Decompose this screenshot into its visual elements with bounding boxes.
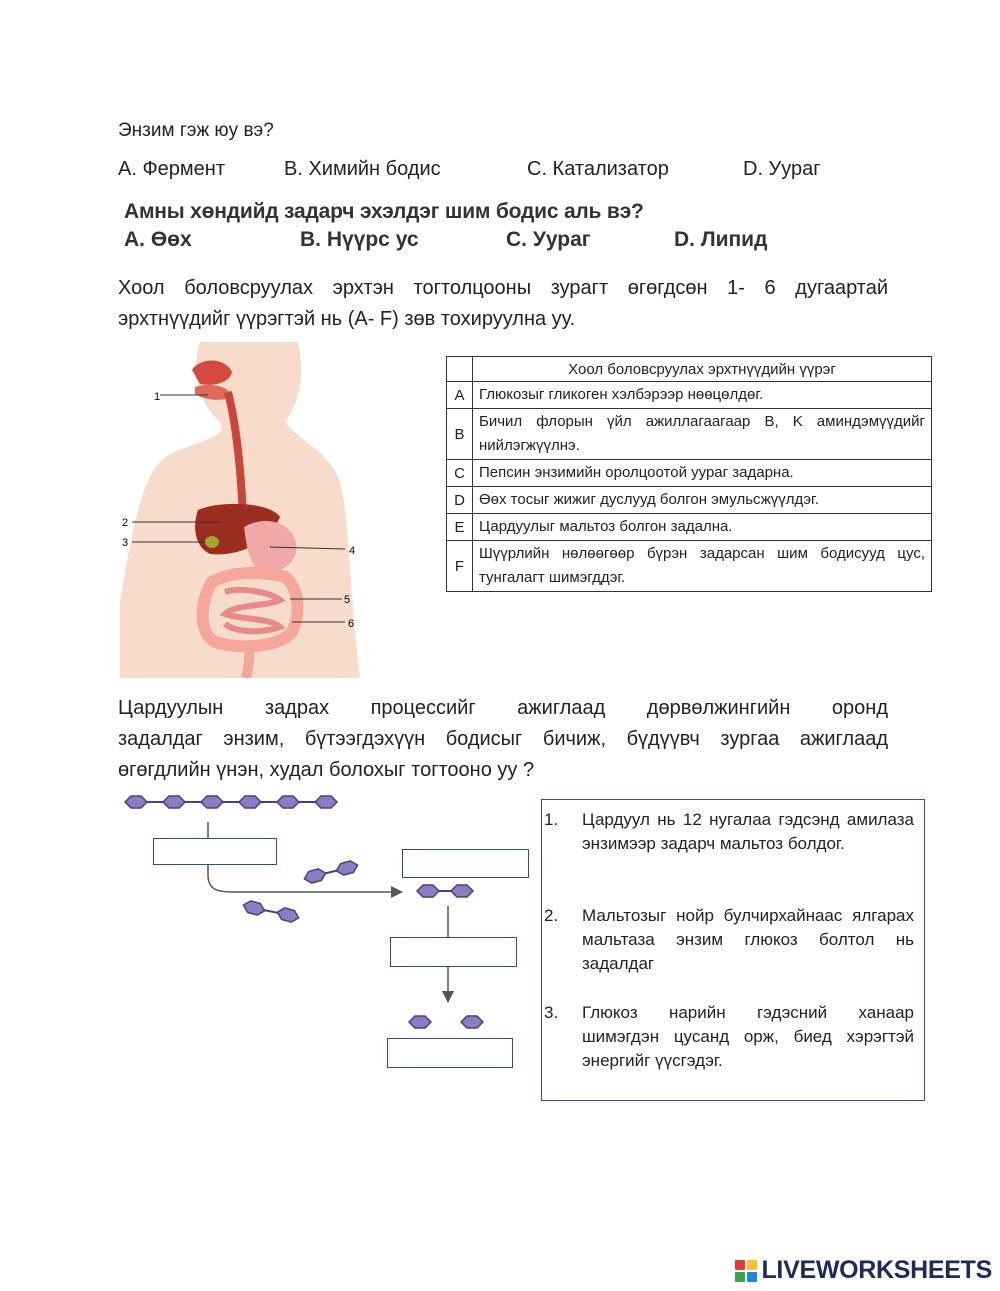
table-header: Хоол боловсруулах эрхтнүүдийн үүрэг xyxy=(473,357,932,382)
glucose-product xyxy=(409,1016,483,1028)
row-letter: F xyxy=(447,541,473,592)
starch-instruction-line-3: өгөгдлийн үнэн, худал болохыг тогтооно уу ? xyxy=(118,759,535,781)
released-maltose-1 xyxy=(303,859,359,884)
row-letter: D xyxy=(447,487,473,514)
q2-option-a[interactable]: А. Өөх xyxy=(124,228,192,251)
logo-icon xyxy=(735,1260,757,1282)
enzyme-answer-box-2[interactable] xyxy=(390,937,517,967)
table-row xyxy=(447,541,932,592)
statement-item-1[interactable] xyxy=(544,808,914,856)
diagram-label-4: 4 xyxy=(349,545,356,557)
table-row xyxy=(447,514,932,541)
true-false-statements xyxy=(541,799,925,1101)
starch-molecule-chain xyxy=(125,796,337,808)
row-description: Цардуулыг мальтоз болгон задална. xyxy=(473,514,932,541)
statement-text: Цардуул нь 12 нугалаа гэдсэнд амилаза энзимээр задарч мальтоз болдог. xyxy=(582,810,914,853)
enzyme-answer-box-1[interactable] xyxy=(153,838,277,865)
statement-number: 3. xyxy=(544,1003,559,1022)
diagram-label-5: 5 xyxy=(344,594,351,606)
q2-option-b[interactable]: В. Нүүрс ус xyxy=(300,228,419,251)
diagram-label-1: 1 xyxy=(154,391,161,403)
diagram-label-2: 2 xyxy=(122,517,129,529)
table-row xyxy=(447,409,932,460)
statement-number: 1. xyxy=(544,810,559,829)
row-description: Глюкозыг гликоген хэлбэрээр нөөцөлдөг. xyxy=(473,382,932,409)
q1-option-d[interactable]: D. Уураг xyxy=(743,158,821,180)
maltose-product xyxy=(417,885,473,897)
row-letter: A xyxy=(447,382,473,409)
row-description: Бичил флорын үйл ажиллагаагаар B, K аминдэмүүдийг нийлэгжүүлнэ. xyxy=(473,409,932,460)
matching-instruction: Хоол боловсруулах эрхтэн тогтолцооны зурагт өгөгдсөн 1- 6 дугаартай эрхтнүүдийг үүрэгтэй нь (А- F) зөв тохируулна уу. xyxy=(118,277,888,330)
row-letter: E xyxy=(447,514,473,541)
table-row xyxy=(447,460,932,487)
logo-block xyxy=(747,1272,757,1282)
q1-option-a[interactable]: A. Фермент xyxy=(118,158,225,180)
row-description: Өөх тосыг жижиг дуслууд болгон эмульсжүүлдэг. xyxy=(473,487,932,514)
starch-instruction xyxy=(118,693,888,786)
table-header-row xyxy=(447,357,932,382)
digestive-system-diagram xyxy=(120,342,380,678)
logo-text: LIVEWORKSHEETS xyxy=(761,1256,992,1284)
statement-item-3[interactable] xyxy=(544,1001,914,1073)
logo-block xyxy=(747,1260,757,1270)
logo-block xyxy=(735,1272,745,1282)
q2-option-d[interactable]: D. Липид xyxy=(674,228,768,251)
released-maltose-2 xyxy=(242,899,300,923)
row-letter: C xyxy=(447,460,473,487)
starch-instruction-line-1: Цардуулын задрах процессийг ажиглаад дөрвөлжингийн оронд xyxy=(118,697,888,719)
row-letter: B xyxy=(447,409,473,460)
statement-text: Мальтозыг нойр булчирхайнаас ялгарах мальтаза энзим глюкоз болтол нь задалдаг xyxy=(582,906,914,973)
gallbladder-organ xyxy=(205,536,219,548)
table-row xyxy=(447,382,932,409)
question-2: Амны хөндийд задарч эхэлдэг шим бодис аль вэ? xyxy=(124,200,644,223)
starch-breakdown-diagram xyxy=(118,790,538,1080)
statement-item-2[interactable] xyxy=(544,904,914,976)
logo-block xyxy=(735,1260,745,1270)
statement-number: 2. xyxy=(544,906,559,925)
product-answer-box-2[interactable] xyxy=(387,1038,513,1068)
rectum-organ xyxy=(246,642,250,678)
diagram-label-3: 3 xyxy=(122,537,129,549)
product-answer-box-1[interactable] xyxy=(402,849,529,878)
q1-option-c[interactable]: C. Катализатор xyxy=(527,158,669,180)
row-description: Шүүрлийн нөлөөгөөр бүрэн задарсан шим бодисууд цус, тунгалагт шимэгддэг. xyxy=(473,541,932,592)
diagram-label-6: 6 xyxy=(348,618,355,630)
starch-instruction-line-2: задалдаг энзим, бүтээгдэхүүн бодисыг бичиж, бүдүүвч зургаа ажиглаад xyxy=(118,728,888,750)
organ-function-table xyxy=(446,356,932,592)
q1-option-b[interactable]: B. Химийн бодис xyxy=(284,158,441,180)
table-row xyxy=(447,487,932,514)
statement-text: Глюкоз нарийн гэдэсний ханаар шимэгдэн цусанд орж, биед хэрэгтэй энергийг үүсгэдэг. xyxy=(582,1003,914,1070)
q2-option-c[interactable]: С. Уураг xyxy=(506,228,591,251)
table-header-empty xyxy=(447,357,473,382)
liveworksheets-logo xyxy=(735,1256,992,1285)
row-description: Пепсин энзимийн оролцоотой уураг задарна. xyxy=(473,460,932,487)
question-1: Энзим гэж юу вэ? xyxy=(118,120,274,141)
